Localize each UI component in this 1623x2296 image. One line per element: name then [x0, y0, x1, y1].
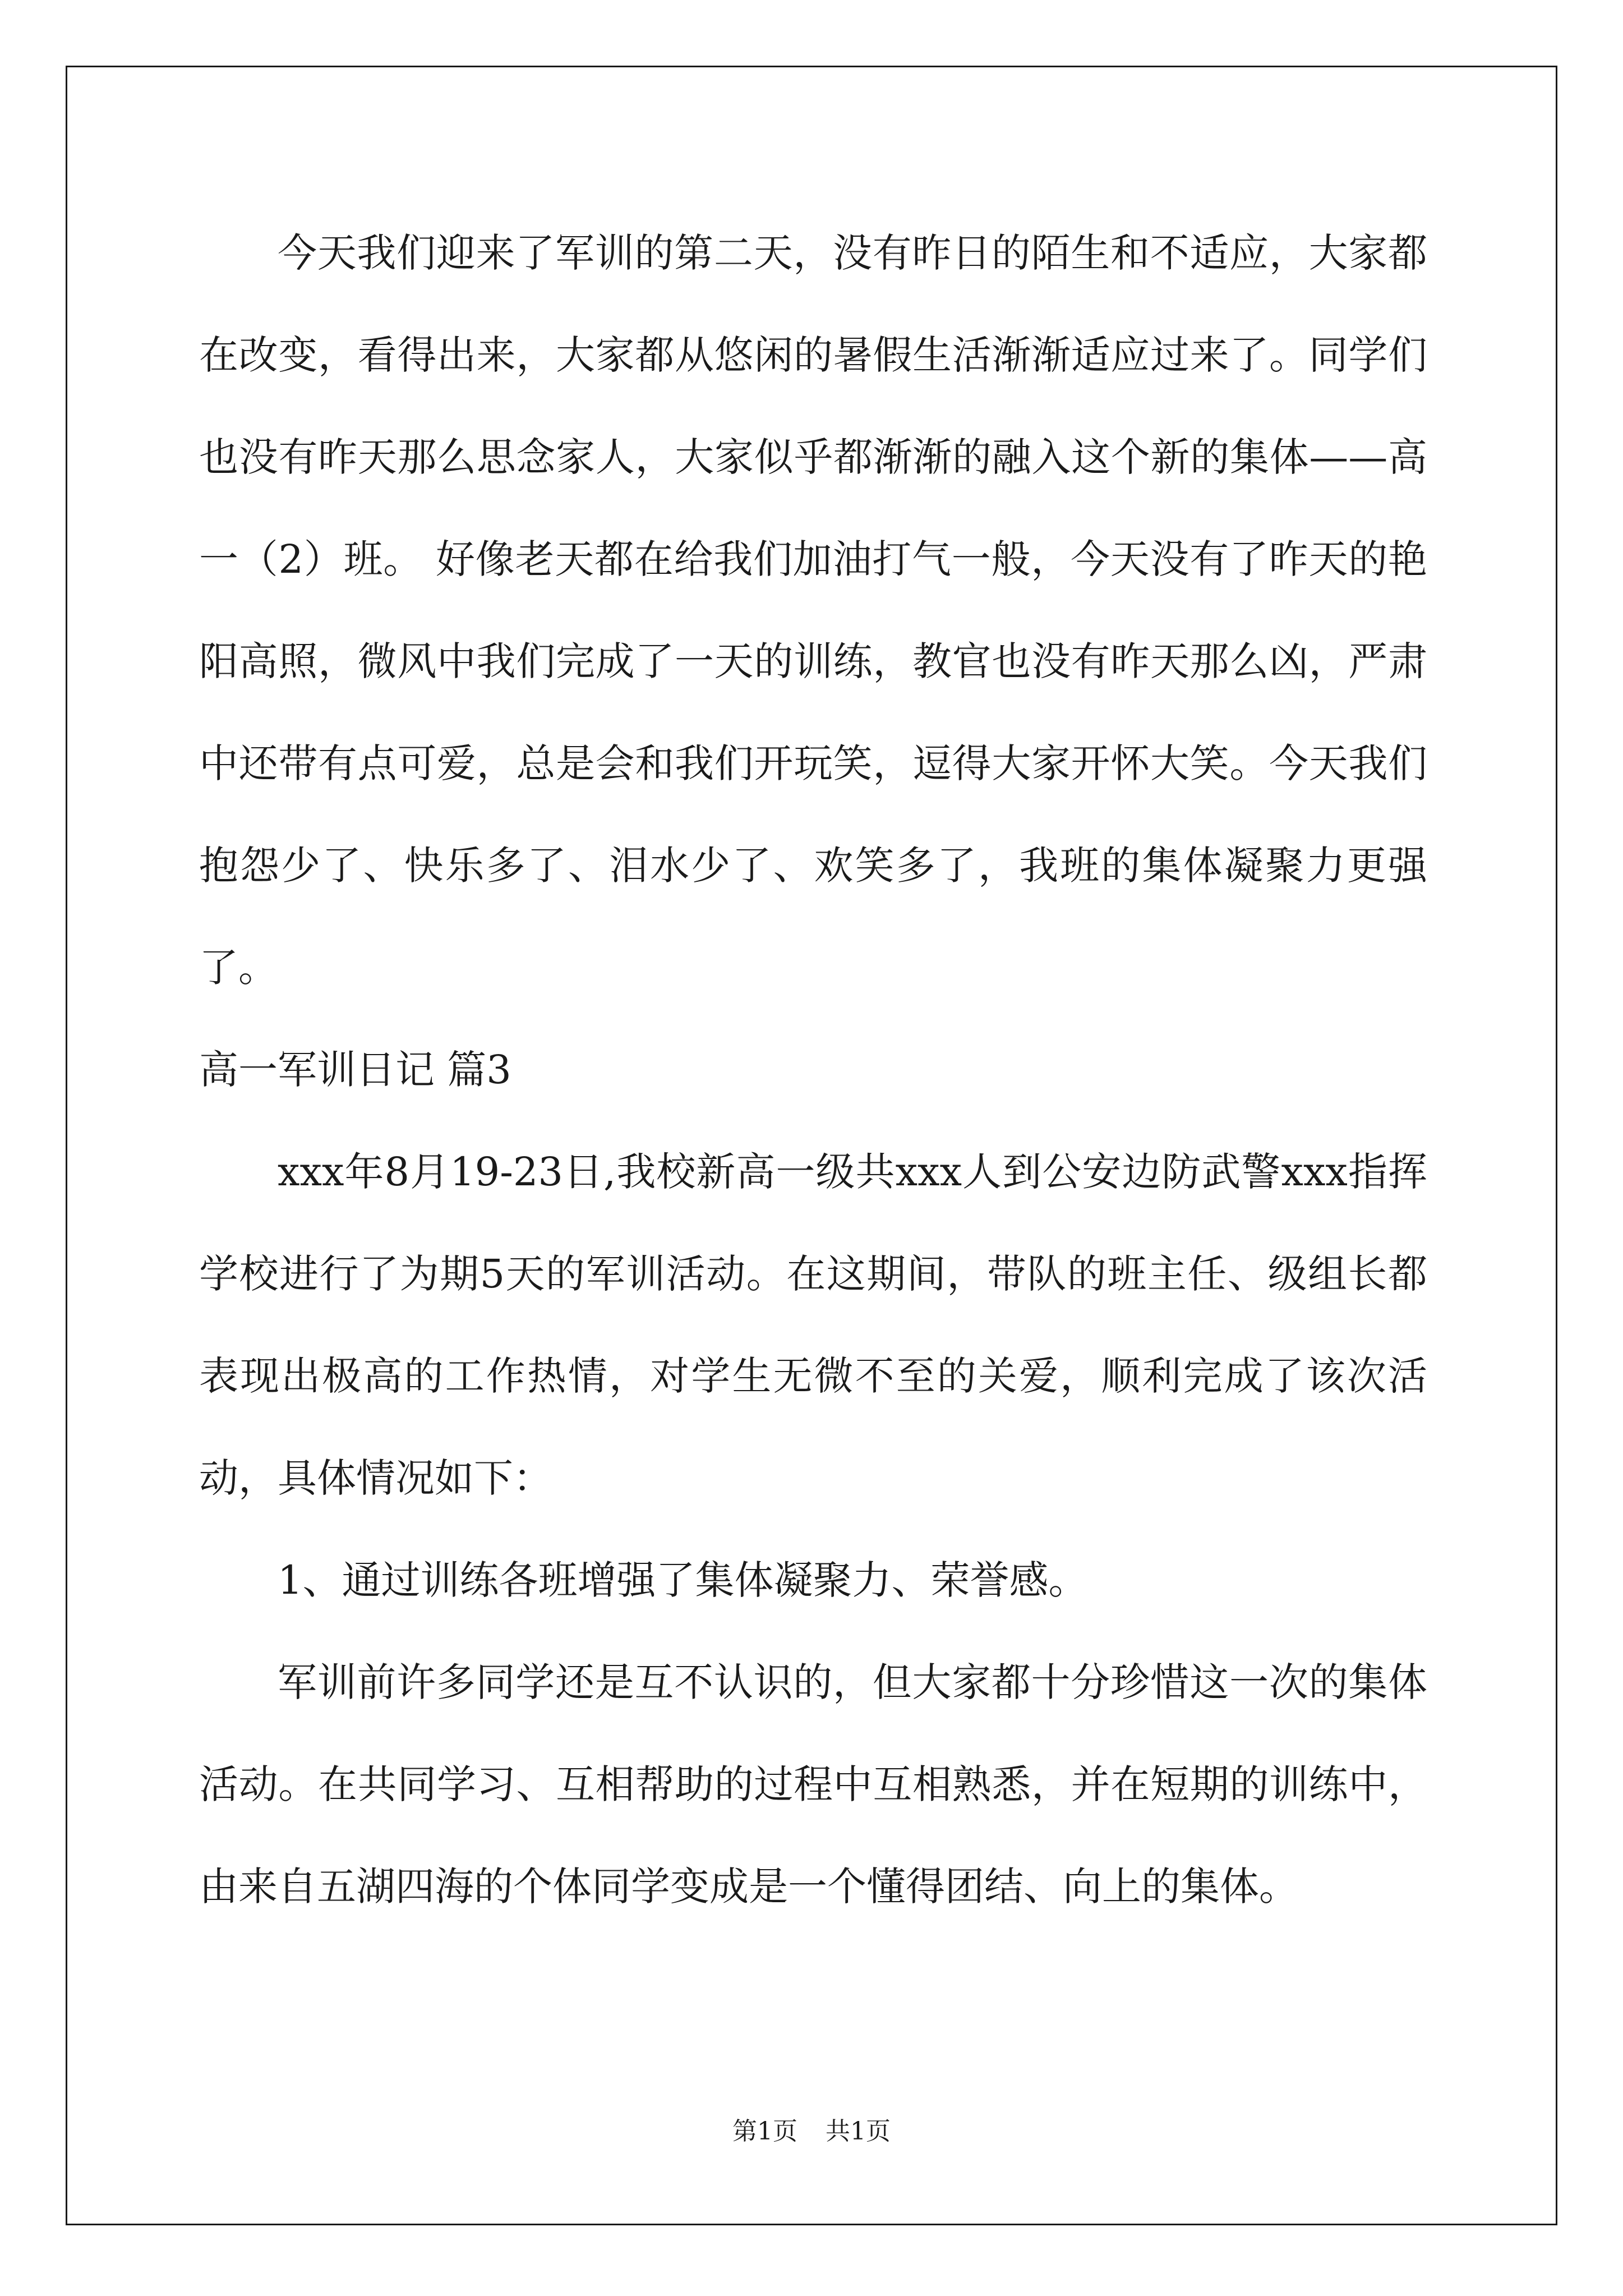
paragraph-day-two: 今天我们迎来了军训的第二天，没有昨日的陌生和不适应，大家都在改变，看得出来，大家都从悠闲的暑假生活渐渐适应过来了。同学们也没有昨天那么思念家人，大家似乎都渐渐的融入这个新的集体——高一（2）班。 好像老天都在给我们加油打气一般，今天没有了昨天的艳阳高照，微风中我们完成了一天的训练，教官也没有昨天那么凶，严肃中还带有点可爱，总是会和我们开玩笑，逗得大家开怀大笑。今天我们抱怨少了、快乐多了、泪水少了、欢笑多了，我班的集体凝聚力更强了。 [199, 230, 1427, 991]
section-heading: 高一军训日记 篇3 [199, 1047, 511, 1093]
document-body [199, 202, 1427, 1938]
page-footer [0, 2115, 1623, 2148]
paragraph-cohesion: 军训前许多同学还是互不认识的，但大家都十分珍惜这一次的集体活动。在共同学习、互相帮助的过程中互相熟悉，并在短期的训练中，由来自五湖四海的个体同学变成是一个懂得团结、向上的集体。 [199, 1659, 1427, 1910]
page-total: 共1页 [826, 2117, 891, 2146]
paragraph-training-intro: xxx年8月19-23日,我校新高一级共xxx人到公安边防武警xxx指挥学校进行了为期5天的军训活动。在这期间，带队的班主任、级组长都表现出极高的工作热情，对学生无微不至的关爱，顺利完成了该次活动，具体情况如下： [199, 1149, 1427, 1501]
paragraph-point-one: 1、通过训练各班增强了集体凝聚力、荣誉感。 [278, 1557, 1088, 1603]
page-number: 第1页 [732, 2117, 797, 2146]
